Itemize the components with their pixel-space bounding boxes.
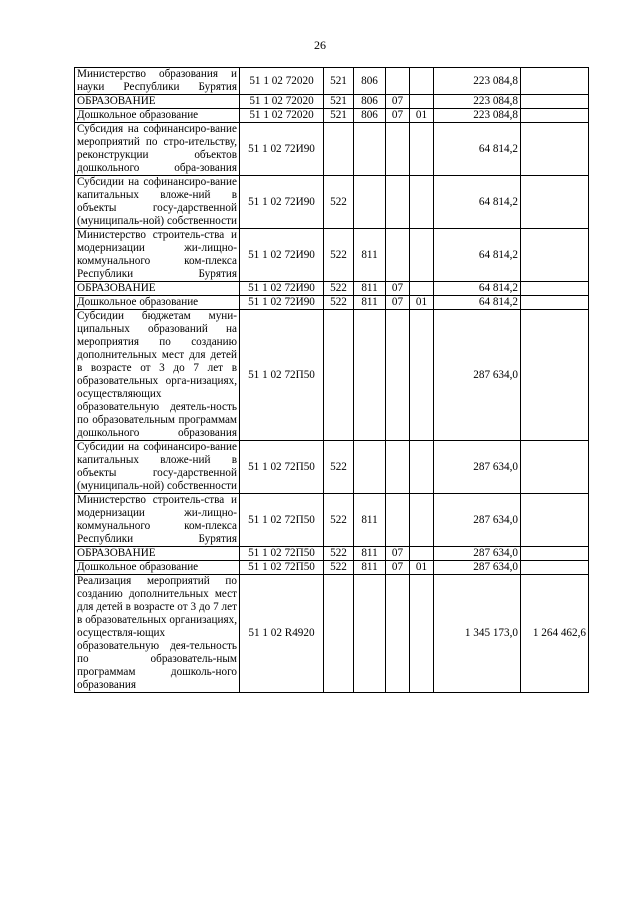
subsection-code-cell: 01 — [410, 561, 434, 575]
expense-type-cell: 521 — [324, 95, 354, 109]
table-row — [75, 68, 589, 95]
item-name-cell: Министерство строитель-ства и модернизации жи-лищно-коммунального ком-плекса Республики Бурятия — [75, 494, 240, 547]
expense-type-cell: 521 — [324, 68, 354, 95]
ministry-code-cell: 811 — [354, 561, 386, 575]
expense-type-cell: 522 — [324, 176, 354, 229]
item-name-cell: Дошкольное образование — [75, 561, 240, 575]
ministry-code-cell — [354, 310, 386, 441]
subsection-code-cell — [410, 229, 434, 282]
section-code-cell: 07 — [386, 109, 410, 123]
subsection-code-cell — [410, 575, 434, 693]
table-row — [75, 494, 589, 547]
table-row — [75, 296, 589, 310]
item-name-cell: ОБРАЗОВАНИЕ — [75, 547, 240, 561]
target-code-cell: 51 1 02 R4920 — [240, 575, 324, 693]
expense-type-cell: 522 — [324, 229, 354, 282]
table-row — [75, 109, 589, 123]
table-row — [75, 441, 589, 494]
amount-cell: 287 634,0 — [434, 441, 521, 494]
target-code-cell: 51 1 02 72П50 — [240, 561, 324, 575]
expense-type-cell: 522 — [324, 547, 354, 561]
target-code-cell: 51 1 02 72И90 — [240, 176, 324, 229]
federal-amount-cell: 1 264 462,6 — [521, 575, 589, 693]
expense-type-cell: 522 — [324, 282, 354, 296]
item-name-cell: Дошкольное образование — [75, 109, 240, 123]
federal-amount-cell — [521, 547, 589, 561]
subsection-code-cell: 01 — [410, 296, 434, 310]
section-code-cell: 07 — [386, 547, 410, 561]
expense-type-cell: 522 — [324, 441, 354, 494]
expense-type-cell: 522 — [324, 561, 354, 575]
page-number: 26 — [314, 38, 326, 52]
expense-type-cell: 522 — [324, 296, 354, 310]
target-code-cell: 51 1 02 72И90 — [240, 282, 324, 296]
federal-amount-cell — [521, 441, 589, 494]
section-code-cell — [386, 310, 410, 441]
target-code-cell: 51 1 02 72П50 — [240, 441, 324, 494]
ministry-code-cell: 806 — [354, 109, 386, 123]
target-code-cell: 51 1 02 72П50 — [240, 494, 324, 547]
item-name-cell: Субсидия на софинансиро-вание мероприятий по стро-ительству, реконструкции объектов дошкольного обра-зования — [75, 123, 240, 176]
ministry-code-cell: 811 — [354, 547, 386, 561]
subsection-code-cell — [410, 547, 434, 561]
amount-cell: 1 345 173,0 — [434, 575, 521, 693]
item-name-cell: Субсидии на софинансиро-вание капитальных вложе-ний в объекты госу-дарственной (муниципаль-ной) собственности — [75, 441, 240, 494]
section-code-cell: 07 — [386, 95, 410, 109]
expense-type-cell — [324, 575, 354, 693]
table-row — [75, 310, 589, 441]
amount-cell: 64 814,2 — [434, 229, 521, 282]
amount-cell: 64 814,2 — [434, 282, 521, 296]
budget-table-body — [75, 68, 589, 693]
target-code-cell: 51 1 02 72П50 — [240, 547, 324, 561]
table-row — [75, 123, 589, 176]
federal-amount-cell — [521, 229, 589, 282]
federal-amount-cell — [521, 68, 589, 95]
section-code-cell — [386, 575, 410, 693]
table-row — [75, 282, 589, 296]
amount-cell: 64 814,2 — [434, 296, 521, 310]
subsection-code-cell — [410, 123, 434, 176]
ministry-code-cell — [354, 575, 386, 693]
federal-amount-cell — [521, 176, 589, 229]
ministry-code-cell: 811 — [354, 494, 386, 547]
federal-amount-cell — [521, 95, 589, 109]
subsection-code-cell — [410, 176, 434, 229]
amount-cell: 287 634,0 — [434, 494, 521, 547]
ministry-code-cell — [354, 441, 386, 494]
ministry-code-cell: 811 — [354, 282, 386, 296]
table-row — [75, 561, 589, 575]
federal-amount-cell — [521, 561, 589, 575]
federal-amount-cell — [521, 123, 589, 176]
section-code-cell: 07 — [386, 282, 410, 296]
federal-amount-cell — [521, 310, 589, 441]
target-code-cell: 51 1 02 72020 — [240, 95, 324, 109]
section-code-cell — [386, 441, 410, 494]
federal-amount-cell — [521, 494, 589, 547]
subsection-code-cell — [410, 494, 434, 547]
ministry-code-cell: 806 — [354, 95, 386, 109]
amount-cell: 64 814,2 — [434, 176, 521, 229]
target-code-cell: 51 1 02 72И90 — [240, 229, 324, 282]
ministry-code-cell — [354, 123, 386, 176]
amount-cell: 287 634,0 — [434, 561, 521, 575]
table-row — [75, 176, 589, 229]
target-code-cell: 51 1 02 72020 — [240, 68, 324, 95]
subsection-code-cell — [410, 441, 434, 494]
expense-type-cell: 522 — [324, 494, 354, 547]
federal-amount-cell — [521, 109, 589, 123]
table-row — [75, 575, 589, 693]
federal-amount-cell — [521, 282, 589, 296]
section-code-cell: 07 — [386, 561, 410, 575]
item-name-cell: Министерство строитель-ства и модернизации жи-лищно-коммунального ком-плекса Республики Бурятия — [75, 229, 240, 282]
table-row — [75, 229, 589, 282]
item-name-cell: Субсидии бюджетам муни-ципальных образований на мероприятия по созданию дополнительных мест для детей в возрасте от 3 до 7 лет в образовательных орга-низациях, осуществляющих образовательную деятель-ность по образовательным программам дошкольного образования — [75, 310, 240, 441]
federal-amount-cell — [521, 296, 589, 310]
expense-type-cell — [324, 123, 354, 176]
section-code-cell — [386, 123, 410, 176]
ministry-code-cell — [354, 176, 386, 229]
subsection-code-cell — [410, 68, 434, 95]
target-code-cell: 51 1 02 72И90 — [240, 123, 324, 176]
amount-cell: 223 084,8 — [434, 109, 521, 123]
subsection-code-cell — [410, 282, 434, 296]
amount-cell: 287 634,0 — [434, 310, 521, 441]
target-code-cell: 51 1 02 72И90 — [240, 296, 324, 310]
expense-type-cell: 521 — [324, 109, 354, 123]
ministry-code-cell: 811 — [354, 229, 386, 282]
table-row — [75, 95, 589, 109]
budget-table — [74, 67, 589, 693]
target-code-cell: 51 1 02 72П50 — [240, 310, 324, 441]
ministry-code-cell: 806 — [354, 68, 386, 95]
section-code-cell — [386, 229, 410, 282]
amount-cell: 223 084,8 — [434, 68, 521, 95]
amount-cell: 287 634,0 — [434, 547, 521, 561]
expense-type-cell — [324, 310, 354, 441]
table-row — [75, 547, 589, 561]
item-name-cell: ОБРАЗОВАНИЕ — [75, 95, 240, 109]
item-name-cell: Министерство образования и науки Республики Бурятия — [75, 68, 240, 95]
amount-cell: 223 084,8 — [434, 95, 521, 109]
ministry-code-cell: 811 — [354, 296, 386, 310]
target-code-cell: 51 1 02 72020 — [240, 109, 324, 123]
subsection-code-cell: 01 — [410, 109, 434, 123]
subsection-code-cell — [410, 95, 434, 109]
item-name-cell: Субсидии на софинансиро-вание капитальных вложе-ний в объекты госу-дарственной (муниципаль-ной) собственности — [75, 176, 240, 229]
section-code-cell — [386, 68, 410, 95]
section-code-cell: 07 — [386, 296, 410, 310]
item-name-cell: Дошкольное образование — [75, 296, 240, 310]
item-name-cell: ОБРАЗОВАНИЕ — [75, 282, 240, 296]
section-code-cell — [386, 494, 410, 547]
subsection-code-cell — [410, 310, 434, 441]
item-name-cell: Реализация мероприятий по созданию дополнительных мест для детей в возрасте от 3 до 7 лет в образовательных организациях, осуществля-ющих образовательную дея-тельность по образователь-ным программам дошколь-ного образования — [75, 575, 240, 693]
amount-cell: 64 814,2 — [434, 123, 521, 176]
section-code-cell — [386, 176, 410, 229]
